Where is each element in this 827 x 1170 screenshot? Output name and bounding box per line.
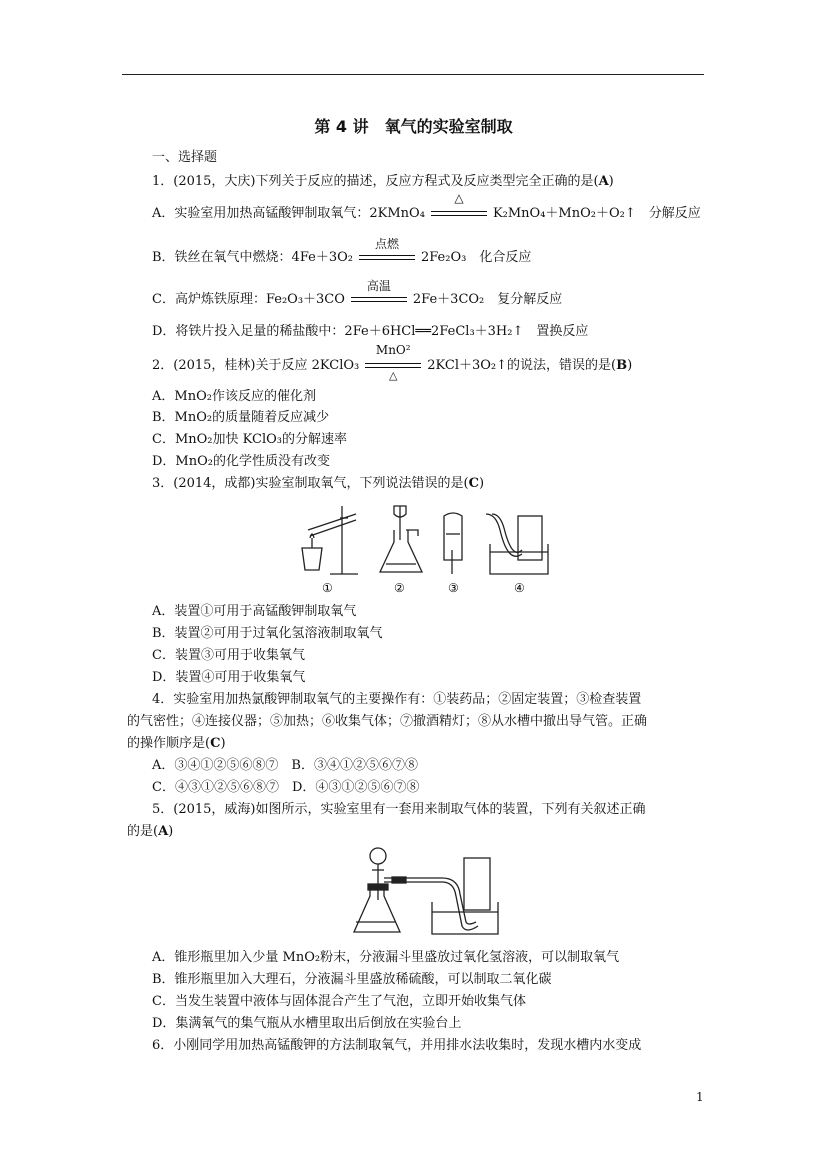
page-number: 1 bbox=[696, 1090, 704, 1104]
answer-2: B bbox=[616, 358, 628, 373]
question-4-line-3: 的操作顺序是(C) bbox=[127, 736, 226, 751]
question-2-stem: 2．(2015，桂林)关于反应 2KClO₃ MnO² △ 2KCl＋3O₂↑的说法，错误的是(B) bbox=[152, 342, 633, 382]
figure-label-2: ② bbox=[394, 581, 405, 595]
question-3-option-c: C．装置③可用于收集氧气 bbox=[152, 648, 305, 663]
question-3-option-a: A．装置①可用于高锰酸钾制取氧气 bbox=[152, 604, 357, 619]
heating-apparatus-icon bbox=[302, 506, 358, 574]
question-2-option-c: C．MnO₂加快 KClO₃的分解速率 bbox=[152, 432, 347, 447]
water-trough-icon bbox=[486, 514, 548, 574]
question-1-option-a: A．实验室用加热高锰酸钾制取氧气：2KMnO₄ △ K₂MnO₄＋MnO₂＋O₂↑ 分解反应 bbox=[152, 190, 701, 221]
question-5-option-d: D．集满氧气的集气瓶从水槽里取出后倒放在实验台上 bbox=[152, 1016, 462, 1031]
reaction-arrow: MnO² △ bbox=[365, 359, 421, 373]
question-2-option-a: A．MnO₂作该反应的催化剂 bbox=[152, 389, 316, 404]
reaction-arrow: △ bbox=[431, 207, 487, 221]
apparatus-figure-q3 bbox=[296, 500, 556, 596]
question-4-options-ab: A．③④①②⑤⑥⑧⑦ B．③④①②⑤⑥⑦⑧ bbox=[152, 758, 418, 773]
header-rule bbox=[122, 74, 704, 75]
reaction-arrow: 点燃 bbox=[359, 251, 415, 265]
answer-1: A bbox=[598, 174, 609, 189]
question-5-line-2: 的是(A) bbox=[127, 824, 174, 839]
gas-bottle-icon bbox=[444, 513, 462, 574]
question-1-option-d: D．将铁片投入足量的稀盐酸中：2Fe＋6HCl══2FeCl₃＋3H₂↑ 置换反应 bbox=[152, 324, 589, 339]
question-3-stem: 3．(2014，成都)实验室制取氧气，下列说法错误的是(C) bbox=[152, 476, 485, 491]
question-5-line-1: 5．(2015，威海)如图所示，实验室里有一套用来制取气体的装置，下列有关叙述正确 bbox=[152, 802, 646, 817]
question-5-option-b: B．锥形瓶里加入大理石，分液漏斗里盛放稀硫酸，可以制取二氧化碳 bbox=[152, 972, 552, 987]
section-heading: 一、选择题 bbox=[152, 150, 218, 165]
question-4-line-1: 4．实验室用加热氯酸钾制取氧气的主要操作有：①装药品；②固定装置；③检查装置 bbox=[152, 692, 642, 707]
question-1-option-b: B．铁丝在氧气中燃烧：4Fe＋3O₂ 点燃 2Fe₂O₃ 化合反应 bbox=[152, 236, 532, 265]
water-trough-icon bbox=[432, 858, 498, 934]
question-6-line-1: 6．小刚同学用加热高锰酸钾的方法制取氧气，并用排水法收集时，发现水槽内水变成 bbox=[152, 1038, 642, 1053]
reaction-arrow: 高温 bbox=[351, 293, 407, 307]
figure-label-1: ① bbox=[322, 581, 333, 595]
answer-5: A bbox=[158, 824, 169, 839]
conical-flask-icon bbox=[380, 506, 422, 572]
question-1-option-c: C．高炉炼铁原理：Fe₂O₃＋3CO 高温 2Fe＋3CO₂ 复分解反应 bbox=[152, 278, 563, 307]
figure-label-3: ③ bbox=[448, 581, 459, 595]
question-4-line-2: 的气密性；④连接仪器；⑤加热；⑥收集气体；⑦撤酒精灯；⑧从水槽中撤出导气管。正确 bbox=[127, 714, 648, 729]
question-5-option-a: A．锥形瓶里加入少量 MnO₂粉末，分液漏斗里盛放过氧化氢溶液，可以制取氧气 bbox=[152, 950, 620, 965]
figure-label-4: ④ bbox=[514, 581, 525, 595]
question-1-stem: 1．(2015，大庆)下列关于反应的描述，反应方程式及反应类型完全正确的是(A) bbox=[152, 174, 614, 189]
page-title: 第 4 讲 氧气的实验室制取 bbox=[314, 117, 513, 136]
question-3-option-d: D．装置④可用于收集氧气 bbox=[152, 670, 306, 685]
answer-3: C bbox=[468, 476, 479, 491]
question-3-option-b: B．装置②可用于过氧化氢溶液制取氧气 bbox=[152, 626, 383, 641]
apparatus-figure-q5 bbox=[352, 842, 504, 938]
separatory-funnel-flask-icon bbox=[354, 848, 400, 932]
question-2-option-d: D．MnO₂的化学性质没有改变 bbox=[152, 454, 330, 469]
question-5-option-c: C．当发生装置中液体与固体混合产生了气泡，立即开始收集气体 bbox=[152, 994, 526, 1009]
question-2-option-b: B．MnO₂的质量随着反应减少 bbox=[152, 410, 330, 425]
answer-4: C bbox=[210, 736, 221, 751]
question-4-options-cd: C．④③①②⑤⑥⑧⑦ D．④③①②⑤⑥⑦⑧ bbox=[152, 780, 420, 795]
